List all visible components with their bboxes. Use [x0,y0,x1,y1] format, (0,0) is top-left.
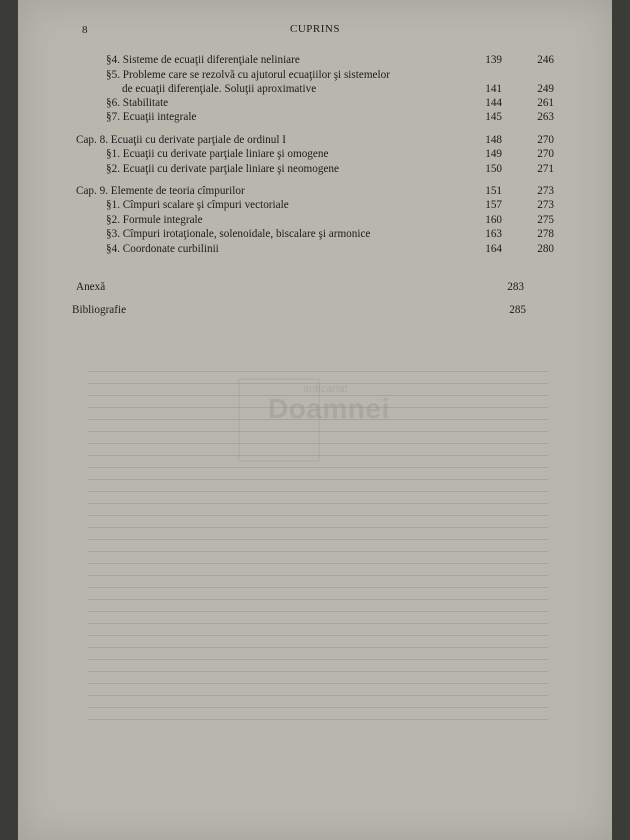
toc-page-first: 150 [485,163,502,175]
toc-page-first: 151 [485,185,502,197]
toc-page-second: 275 [537,214,554,226]
toc-entry-text: §2. Formule integrale [106,214,203,226]
toc-entry-text: §6. Stabilitate [106,97,169,109]
toc-page-second: 273 [537,185,554,197]
toc-page-second: 261 [537,97,554,109]
toc-page-first: 145 [485,111,502,123]
toc-entry-text: Cap. 8. Ecuaţii cu derivate parţiale de ordinul I [76,134,286,146]
toc-entry-text: §3. Cîmpuri irotaţionale, solenoidale, biscalare şi armonice [106,228,371,240]
toc-page-second: 249 [537,83,554,95]
toc-page-second: 278 [537,228,554,240]
toc-entry-text: §7. Ecuaţii integrale [106,111,197,123]
toc-page-first: 160 [485,214,502,226]
toc-page-second: 271 [537,163,554,175]
toc-entry-text: §1. Cîmpuri scalare şi cîmpuri vectoriale [106,199,289,211]
toc-page-first: 141 [485,83,502,95]
toc-page-second: 246 [537,54,554,66]
toc-page-first: 144 [485,97,502,109]
page-number: 8 [82,24,88,36]
toc-page-second: 273 [537,199,554,211]
book-page [18,0,612,840]
toc-page-second: 280 [537,243,554,255]
toc-entry-text: de ecuaţii diferenţiale. Soluţii aproximative [122,83,317,95]
toc-page-first: 139 [485,54,502,66]
watermark-text: Doamnei [268,393,390,424]
toc-page-first: 149 [485,148,502,160]
appendix-page: 285 [509,304,526,316]
toc-entry-text: §5. Probleme care se rezolvă cu ajutorul ecuaţiilor şi sistemelor [106,69,390,81]
toc-page-first: 163 [485,228,502,240]
toc-page-first: 164 [485,243,502,255]
toc-entry-text: §2. Ecuaţii cu derivate parţiale liniare şi neomogene [106,163,339,175]
toc-entry-text: §4. Sisteme de ecuaţii diferenţiale neliniare [106,54,300,66]
toc-page-second: 270 [537,148,554,160]
toc-entry-text: §1. Ecuaţii cu derivate parţiale liniare şi omogene [106,148,329,160]
toc-page-first: 148 [485,134,502,146]
toc-page-first: 157 [485,199,502,211]
toc-page-second: 270 [537,134,554,146]
toc-page-second: 263 [537,111,554,123]
appendix-entry: Bibliografie [72,304,127,316]
appendix-entry: Anexă [76,281,106,293]
watermark-sub: anticariat [303,383,348,395]
toc-entry-text: Cap. 9. Elemente de teoria cîmpurilor [76,185,245,197]
appendix-page: 283 [507,281,524,293]
page-title: CUPRINS [290,23,340,35]
toc-entry-text: §4. Coordonate curbilinii [106,243,219,255]
